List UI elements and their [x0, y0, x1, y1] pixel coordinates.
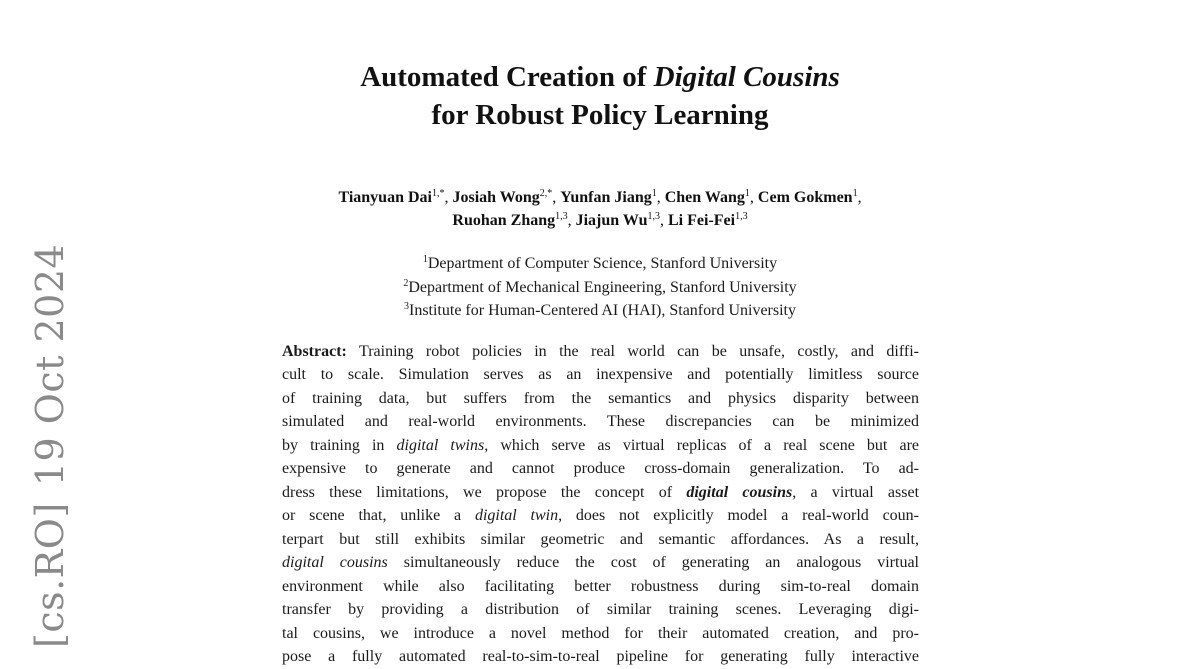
abstract-text: or scene that, unlike a — [282, 507, 475, 524]
abstract-line — [282, 598, 919, 622]
author-affil-mark: 1,3 — [555, 211, 568, 222]
author: Yunfan Jiang — [560, 189, 652, 206]
author: Chen Wang — [664, 189, 745, 206]
abstract-text: simulated and real-world environments. These discrepancies can be minimized — [282, 413, 919, 430]
affiliation-mark: 3 — [403, 301, 409, 312]
arxiv-category: [cs.RO] — [28, 502, 72, 648]
affiliation-list — [280, 252, 920, 323]
author-affil-mark: 1 — [744, 188, 750, 199]
author: Jiajun Wu — [575, 212, 648, 229]
abstract-line — [282, 551, 919, 575]
author-affil-mark: 2,* — [539, 188, 553, 199]
abstract-text: of training data, but suffers from the semantics and physics disparity between — [282, 389, 919, 407]
author-affil-mark: 1,* — [431, 188, 445, 199]
abstract-line — [282, 528, 919, 552]
abstract-line — [282, 622, 919, 646]
abstract-text: environment while also facilitating better robustness during sim-to-real domain — [282, 577, 919, 595]
abstract-text: pose a fully automated real-to-sim-to-real pipeline for generating fully interactive — [282, 648, 919, 665]
abstract-text: simultaneously reduce the cost of generating an analogous virtual — [387, 554, 919, 571]
affiliation-text: Department of Computer Science, Stanford University — [427, 255, 778, 272]
abstract-emphasis: digital twin — [474, 507, 559, 524]
abstract-line — [282, 645, 919, 669]
abstract — [282, 340, 919, 669]
author-list — [280, 186, 920, 232]
title-prefix: Automated Creation of — [360, 61, 654, 93]
abstract-text: , which serve as virtual replicas of a real scene but are — [484, 436, 919, 454]
author: Tianyuan Dai — [338, 189, 432, 206]
affiliation-mark: 2 — [403, 277, 409, 289]
abstract-text: terpart but still exhibits similar geometric and semantic affordances. As a result, — [282, 530, 919, 548]
abstract-text: tal cousins, we introduce a novel method for their automated creation, and pro- — [282, 624, 919, 642]
abstract-line — [282, 410, 919, 434]
author-line-2: Ruohan Zhang$^{1,3}$, Jiajun Wu$^{1,3}$, Li Fei-Fei$^{1,3}$ — [452, 211, 748, 229]
abstract-text: expensive to generate and cannot produce cross-domain generalization. To ad- — [282, 460, 919, 477]
abstract-line — [282, 481, 919, 505]
abstract-line — [282, 340, 919, 364]
title-line-1 — [280, 58, 920, 96]
abstract-text: transfer by providing a distribution of similar training scenes. Leveraging digi- — [282, 601, 919, 618]
author: Ruohan Zhang — [452, 212, 556, 229]
arxiv-stamp — [22, 243, 78, 648]
author: Cem Gokmen — [757, 189, 853, 206]
affiliation — [280, 252, 920, 276]
affiliation — [280, 299, 920, 323]
abstract-text: dress these limitations, we propose the concept of — [282, 483, 687, 501]
paper-title — [280, 58, 920, 134]
author-affil-mark: 1,3 — [735, 211, 748, 222]
abstract-line — [282, 504, 919, 528]
abstract-text: by training in — [282, 436, 397, 454]
author-line-1: Tianyuan Dai$^{1,*}$, Josiah Wong$^{2,*}$, Yunfan Jiang$^1$, Chen Wang$^1$, Cem Gokmen$^1$, — [338, 188, 862, 206]
abstract-line — [282, 575, 919, 599]
abstract-emphasis: digital twins — [396, 436, 485, 454]
abstract-label: Abstract: — [282, 342, 347, 360]
title-italic: Digital Cousins — [653, 61, 840, 93]
affiliation-mark: 1 — [422, 254, 428, 265]
abstract-emphasis: digital cousins — [282, 554, 388, 571]
abstract-text: , a virtual asset — [792, 483, 920, 501]
paper-page — [280, 0, 920, 669]
affiliation-text: Department of Mechanical Engineering, Stanford University — [408, 278, 797, 296]
abstract-line — [282, 387, 919, 411]
affiliation-text: Institute for Human-Centered AI (HAI), Stanford University — [408, 302, 796, 319]
abstract-text: cult to scale. Simulation serves as an inexpensive and potentially limitless source — [282, 366, 919, 383]
author-affil-mark: 1 — [651, 188, 657, 199]
author: Josiah Wong — [452, 189, 540, 206]
author: Li Fei-Fei — [668, 212, 736, 229]
abstract-line — [282, 434, 919, 458]
abstract-text: , does not explicitly model a real-world coun- — [558, 507, 920, 524]
abstract-line — [282, 457, 919, 481]
abstract-strong-emphasis: digital cousins — [686, 483, 793, 501]
author-affil-mark: 1,3 — [647, 211, 660, 222]
abstract-text: Training robot policies in the real world can be unsafe, costly, and diffi- — [346, 342, 919, 360]
affiliation — [280, 276, 920, 300]
arxiv-date: 19 Oct 2024 — [28, 243, 72, 487]
abstract-line — [282, 363, 919, 387]
title-line-2: for Robust Policy Learning — [431, 99, 769, 131]
author-affil-mark: 1 — [852, 188, 858, 199]
